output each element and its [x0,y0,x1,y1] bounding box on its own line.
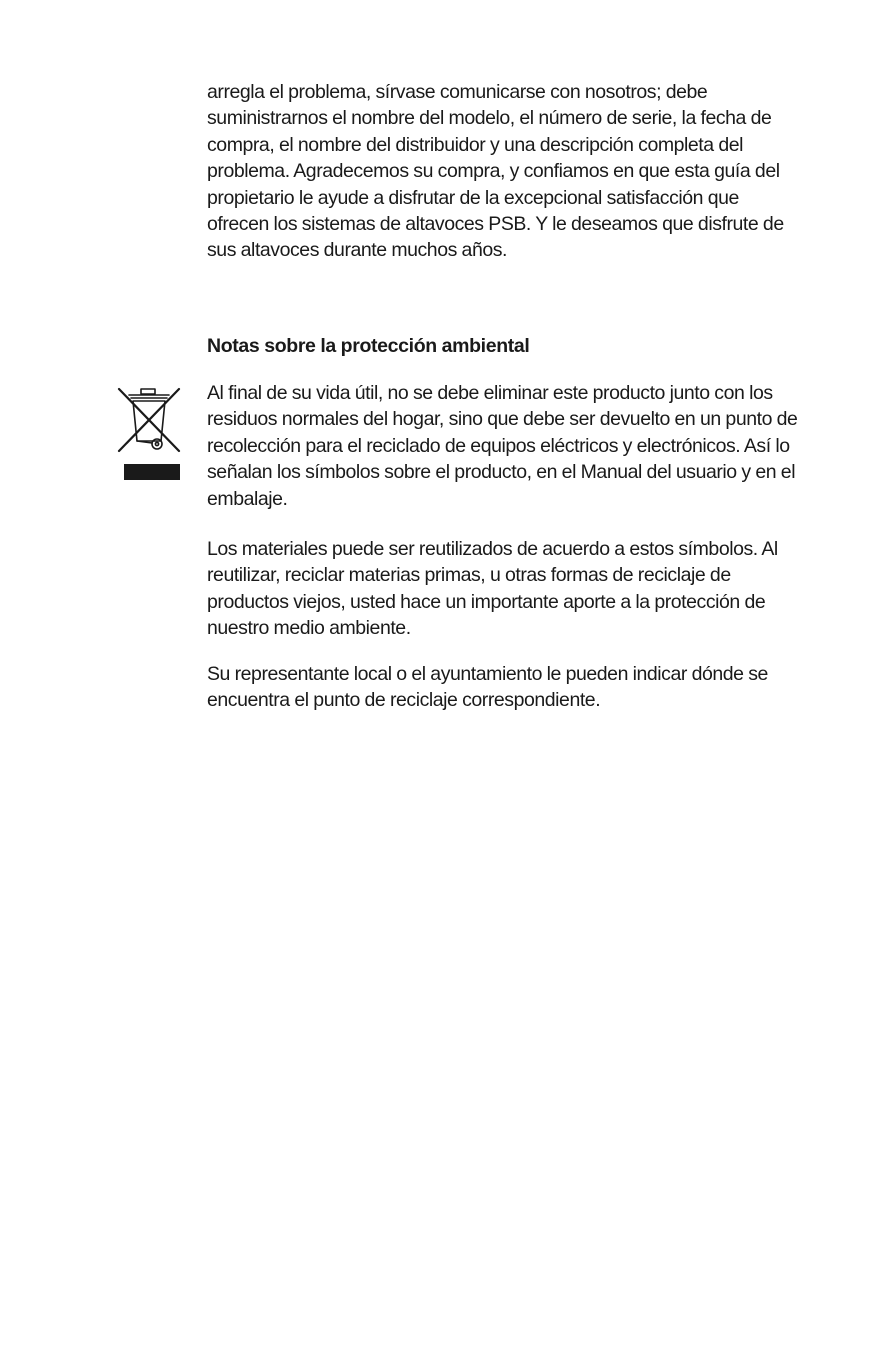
section-heading: Notas sobre la protección ambiental [207,335,530,357]
env-paragraph-1: Al final de su vida útil, no se debe eliminar este producto junto con los residuos normales del hogar, sino que debe ser devuelto en un punto de recolección para el reciclado de equipos eléctricos y electrónicos. Así lo señalan los símbolos sobre el producto, en el Manual del usuario y en el embalaje. [207,382,798,510]
env-paragraph-3: Su representante local o el ayuntamiento le pueden indicar dónde se encuentra el punto de reciclaje correspondiente. [207,663,768,712]
env-paragraph-2: Los materiales puede ser reutilizados de acuerdo a estos símbolos. Al reutilizar, reciclar materias primas, u otras formas de reciclaje de productos viejos, usted hace un importante aporte a la protección de nuestro medio ambiente. [207,538,778,640]
weee-crossed-out-bin-icon [113,385,185,483]
intro-paragraph: arregla el problema, sírvase comunicarse con nosotros; debe suministrarnos el nombre del modelo, el número de serie, la fecha de compra, el nombre del distribuidor y una descripción completa del problema. Agradecemos su compra, y confiamos en que esta guía del propietario le ayude a disfrutar de la excepcional satisfacción que ofrecen los sistemas de altavoces PSB. Y le deseamos que disfrute de sus altavoces durante muchos años. [207,81,784,262]
